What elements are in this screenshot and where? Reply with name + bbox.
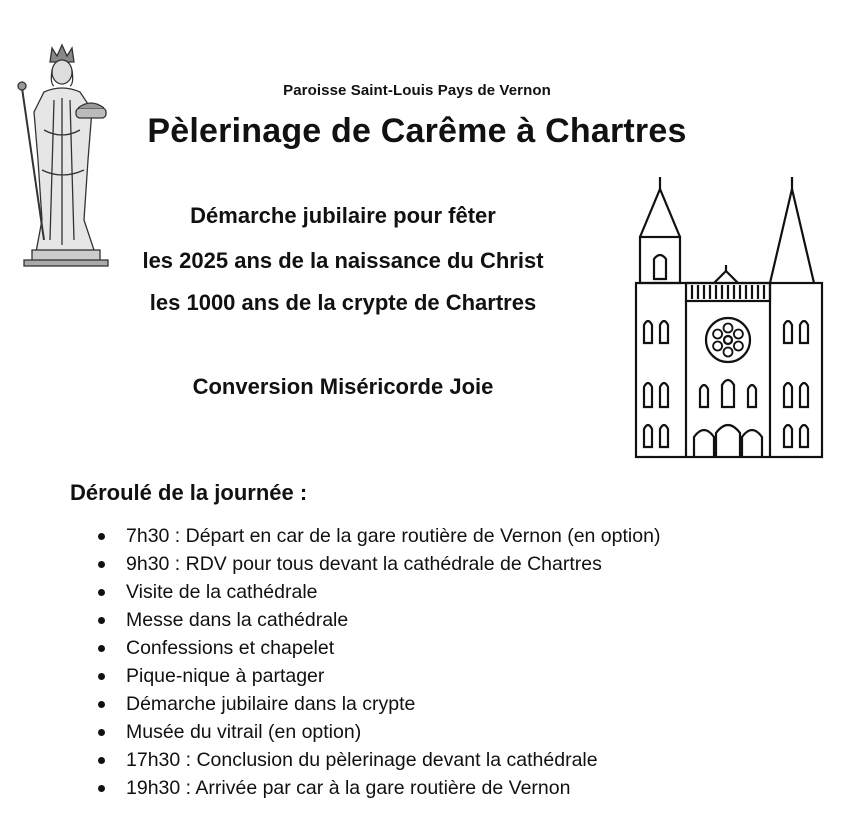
bullet-icon (98, 617, 105, 624)
motto: Conversion Miséricorde Joie (192, 374, 494, 399)
list-item (96, 662, 660, 690)
list-item (96, 746, 660, 774)
saint-louis-statue-illustration (14, 40, 114, 268)
list-item (96, 634, 660, 662)
bullet-icon (98, 701, 105, 708)
list-item-text: Pique-nique à partager (126, 665, 325, 687)
bullet-icon (98, 645, 105, 652)
list-item (96, 522, 660, 550)
page-title: Pèlerinage de Carême à Chartres (147, 112, 687, 150)
intro-line-2: les 2025 ans de la naissance du Christ (142, 248, 544, 273)
list-item-text: 7h30 : Départ en car de la gare routière de Vernon (en option) (126, 525, 661, 547)
bullet-icon (98, 673, 105, 680)
list-item (96, 606, 660, 634)
list-item (96, 718, 660, 746)
list-item-text: 19h30 : Arrivée par car à la gare routière de Vernon (126, 777, 571, 799)
program-list (96, 522, 660, 802)
intro-line-3: les 1000 ans de la crypte de Chartres (149, 290, 537, 315)
list-item-text: Messe dans la cathédrale (126, 609, 349, 631)
list-item-text: Musée du vitrail (en option) (126, 721, 362, 743)
list-item-text: Visite de la cathédrale (126, 581, 318, 603)
bullet-icon (98, 785, 105, 792)
list-item-text: Confessions et chapelet (126, 637, 335, 659)
bullet-icon (98, 533, 105, 540)
list-item-text: 17h30 : Conclusion du pèlerinage devant la cathédrale (126, 749, 598, 771)
bullet-icon (98, 589, 105, 596)
list-item-text: Démarche jubilaire dans la crypte (126, 693, 416, 715)
list-item (96, 774, 660, 802)
program-heading: Déroulé de la journée : (70, 480, 308, 505)
list-item (96, 550, 660, 578)
parish-name: Paroisse Saint-Louis Pays de Vernon (283, 82, 551, 99)
list-item (96, 578, 660, 606)
bullet-icon (98, 757, 105, 764)
bullet-icon (98, 561, 105, 568)
intro-line-1: Démarche jubilaire pour fêter (190, 203, 496, 228)
list-item-text: 9h30 : RDV pour tous devant la cathédrale de Chartres (126, 553, 602, 575)
list-item (96, 690, 660, 718)
cathedral-icon (632, 175, 826, 461)
bullet-icon (98, 729, 105, 736)
